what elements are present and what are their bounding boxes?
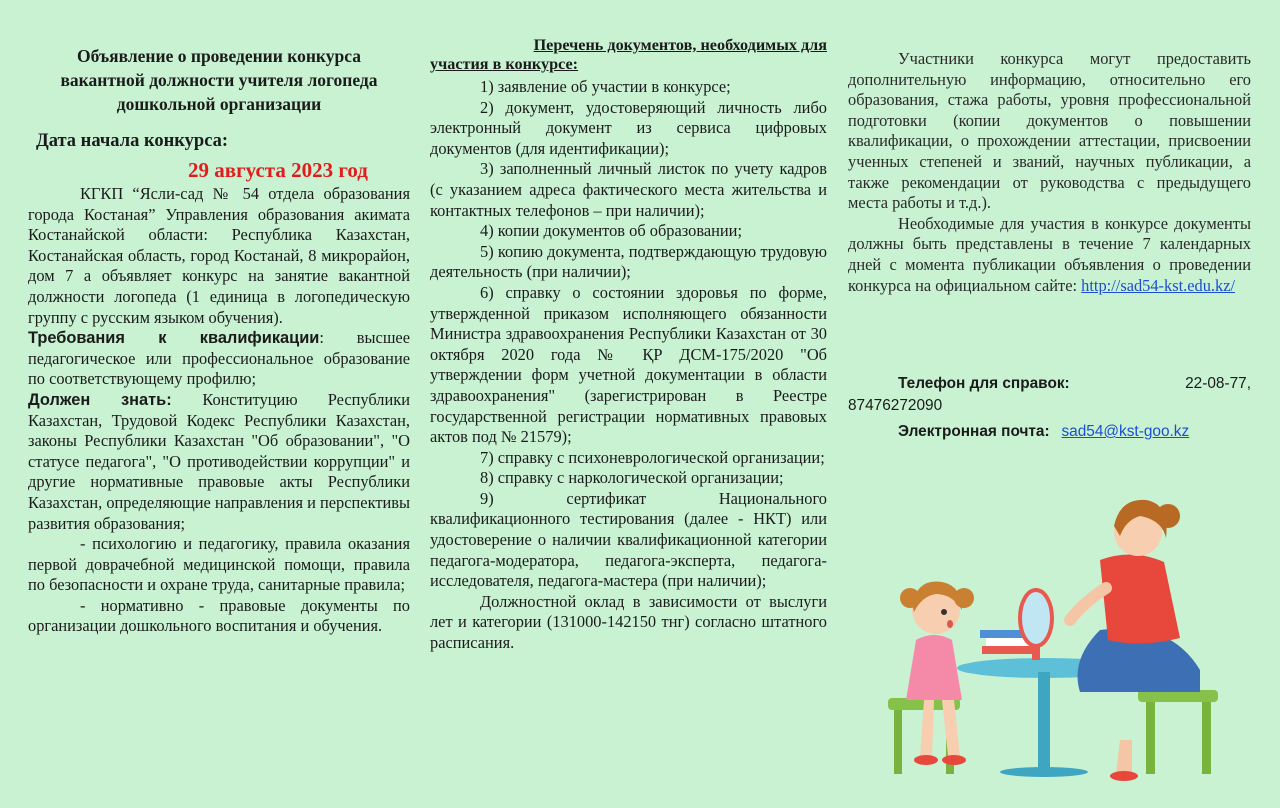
teacher-child-illustration [870,470,1230,790]
phone-number-2: 87476272090 [848,397,943,414]
list-title-line-2: участия в конкурсе: [430,55,579,73]
email-link[interactable]: sad54@kst-goo.kz [1061,423,1190,440]
additional-info-paragraph: Участники конкурса могут предоставить дополнительную информацию, относительно его образования, стажа работы, уровня профессиональной подготовки (копии документов о повышении квалификации, о прохождении аттестации, присвоении ученных степеней и званий, научных публикации, а также рекомендации от руководства с предыдущего места работы и т.д.). [848,49,1251,213]
phone-block [848,373,1251,417]
date-value: 29 августа 2023 год [188,158,368,182]
deadline-text: Необходимые для участия в конкурсе документы должны быть представлены в течение 7 календарных дней с момента публикации объявления о проведении конкурса на официальном сайте: [848,213,1251,295]
date-label: Дата начала конкурса: [36,131,229,151]
list-item: 3) заполненный личный листок по учету кадров (с указанием адреса фактического места жительства и контактных телефонов – при наличии); [430,159,827,220]
list-item: 1) заявление об участии в конкурсе; [480,77,731,96]
phone-label: Телефон для справок: [898,375,1070,392]
list-item: 2) документ, удостоверяющий личность либо электронный документ из сервиса цифровых документов (для идентификации); [430,97,827,158]
knowledge-paragraph [28,390,410,534]
list-title-line-1: Перечень документов, необходимых для [533,36,827,54]
title-line-1: Объявление о проведении конкурса [77,46,361,66]
requirements-text: : высшее педагогическое или профессиональное образование по соответствующему профилю; [28,328,410,389]
knowledge-item-2: - нормативно - правовые документы по организации дошкольного воспитания и обучения. [28,595,410,636]
email-label: Электронная почта: [898,423,1050,440]
list-item: 5) копию документа, подтверждающую трудовую деятельность (при наличии); [430,241,827,282]
site-link[interactable]: http://sad54-kst.edu.kz/ [1081,275,1236,295]
right-body [848,49,1251,296]
announcement-title [28,44,410,116]
list-item: 8) справку с наркологической организации; [480,468,784,488]
title-line-2: вакантной должности учителя логопеда [60,70,378,90]
child-icon [900,581,974,765]
knowledge-text: Конституцию Республики Казахстан, Трудовой Кодекс Республики Казахстан, законы Республики Казахстан "Об образовании", "О статусе педагога", "О противодействии коррупции" и другие нормативные правовые акты Республики Казахстан, определяющие направления и перспективы развития образования; [28,389,411,533]
teacher-chair-icon [1138,690,1218,774]
left-body [28,184,410,637]
documents-list-title [430,36,827,74]
deadline-paragraph [848,214,1251,296]
knowledge-item-1: - психологию и педагогику, правила оказания первой доврачебной медицинской помощи, правила по безопасности и охране труда, санитарные правила; [28,534,410,595]
list-item: 4) копии документов об образовании; [480,221,743,241]
email-block [848,421,1280,443]
intro-paragraph: КГКП “Ясли-сад № 54 отдела образования города Костаная” Управления образования акимата Костанайской области: Республика Казахстан, Костанайская область, город Костанай, 8 микрорайон, дом 7 а объявляет конкурс на занятие вакантной должности логопеда (1 единица в логопедическую группу с русским языком обучения). [28,184,410,327]
list-item: 9) сертификат Национального квалификационного тестирования (далее - НКТ) или удостоверение о наличии квалификационной категории педагога-модератора, педагога-эксперта, педагога-исследователя, педагога-мастера (при наличии); [430,488,827,591]
title-line-3: дошкольной организации [116,94,322,114]
requirements-label: Требования к квалификации [28,329,320,348]
phone-number-1: 22-08-77, [1185,375,1251,392]
requirements-paragraph [28,328,410,390]
list-item: 6) справку о состоянии здоровья по форме, утвержденной приказом исполняющего обязанности Министра здравоохранения Республики Казахстан от 30 октября 2020 года № ҚР ДСМ-175/2020 "Об утверждении форм учетной документации в области здравоохранения" (зарегистрирован в Реестре государственной регистрации нормативных правовых актов под № 21579); [430,282,827,447]
knowledge-label: Должен знать: [28,390,203,409]
salary-paragraph: Должностной оклад в зависимости от выслуги лет и категории (131000-142150 тнг) согласно штатного расписания. [430,591,827,653]
teacher-icon [1070,500,1200,781]
documents-list [430,77,827,654]
list-item: 7) справку с психоневрологической организации; [480,447,825,467]
